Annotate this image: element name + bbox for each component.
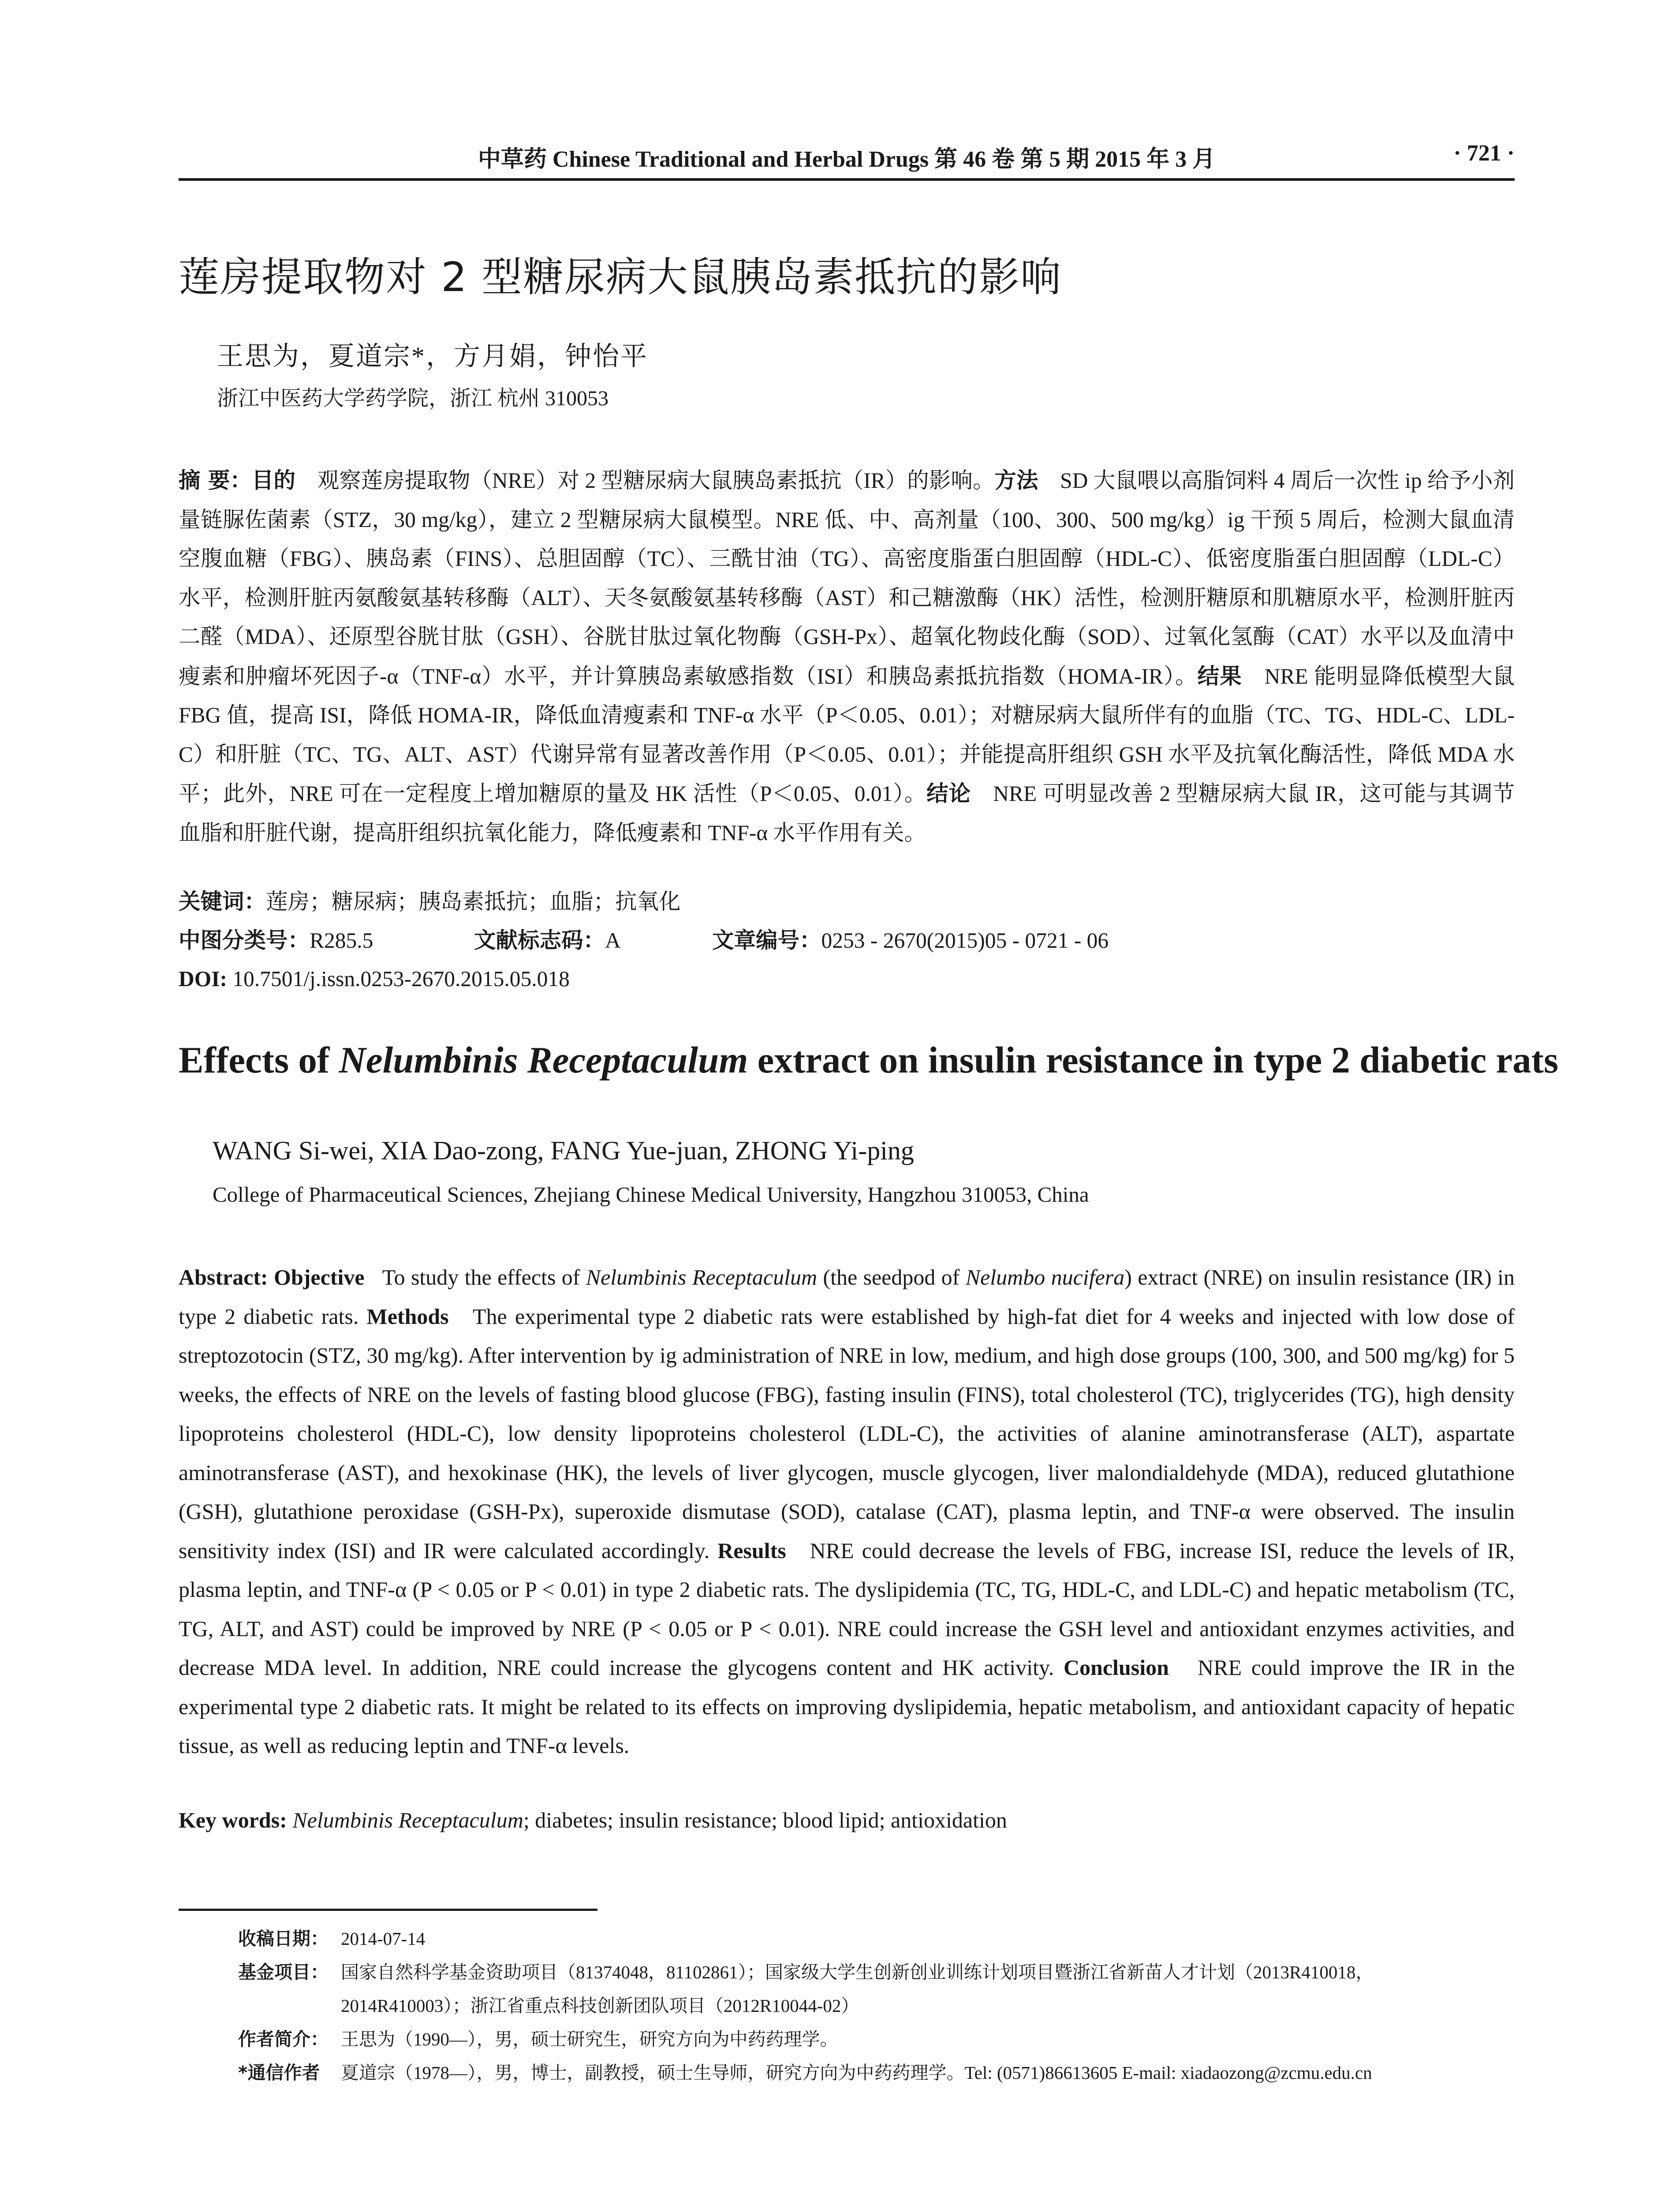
header-rule [179,178,1515,181]
fund-line-1: 国家自然科学基金资助项目（81374048，81102861）；国家级大学生创新创业训练计划项目暨浙江省新苗人才计划（2013R410018， [341,1962,1374,1982]
doi-label: DOI: [179,967,227,991]
footnotes [179,1922,1515,2089]
en-title-post: extract on insulin resistance in type 2 diabetic rats [748,1039,1559,1081]
clc-label: 中图分类号： [179,927,310,953]
en-authors: WANG Si-wei, XIA Dao-zong, FANG Yue-juan, ZHONG Yi-ping [213,1136,914,1165]
en-objective-a: To study the effects of [382,1265,586,1289]
received-value: 2014-07-14 [341,1928,426,1949]
journal-header-text: 中草药 Chinese Traditional and Herbal Drugs 第 46 卷 第 5 期 2015 年 3 月 [478,147,1216,172]
clc-value: R285.5 [310,928,373,953]
cn-abstract-label: 摘 要： [179,467,252,493]
en-keywords-italic: Nelumbinis Receptaculum [292,1808,523,1832]
cn-abstract [179,461,1515,852]
running-header [179,140,1515,180]
doi-value: 10.7501/j.issn.0253-2670.2015.05.018 [232,967,570,991]
en-title [179,1039,1559,1082]
en-abstract [179,1258,1515,1765]
cn-methods-label: 方法 [994,467,1038,493]
cn-methods-text: SD 大鼠喂以高脂饲料 4 周后一次性 ip 给予小剂量链脲佐菌素（STZ，30 mg/kg），建立 2 型糖尿病大鼠模型。NRE 低、中、高剂量（100、300、500 mg/kg）ig 干预 5 周后，检测大鼠血清空腹血糖（FBG）、胰岛素（FINS）、总胆固醇（TC）、三酰甘油（TG）、高密度脂蛋白胆固醇（HDL-C）、低密度脂蛋白胆固醇（LDL-C）水平，检测肝脏丙氨酸氨基转移酶（ALT）、天冬氨酸氨基转移酶（AST）和己糖激酶（HK）活性，检测肝糖原和肌糖原水平，检测肝脏丙二醛（MDA）、还原型谷胱甘肽（GSH）、谷胱甘肽过氧化物酶（GSH-Px）、超氧化物歧化酶（SOD）、过氧化氢酶（CAT）水平以及血清中瘦素和肿瘤坏死因子-α（TNF-α）水平，并计算胰岛素敏感指数（ISI）和胰岛素抵抗指数（HOMA-IR）。 [179,468,1515,688]
cn-objective-text: 观察莲房提取物（NRE）对 2 型糖尿病大鼠胰岛素抵抗（IR）的影响。 [317,468,995,493]
en-keywords-label: Key words: [179,1808,287,1832]
received-label: 收稿日期： [238,1928,329,1949]
cn-authors: 王思为，夏道宗*，方月娟，钟怡平 [217,342,648,371]
doi [179,960,1515,999]
fund-label: 基金项目： [238,1962,329,1983]
en-methods-text: The experimental type 2 diabetic rats were established by high-fat diet for 4 weeks and injected with low dose of streptozotocin (STZ, 30 mg/kg). After intervention by ig administration of NRE in low, medium, and high dose groups (100, 300, and 500 mg/kg) for 5 weeks, the effects of NRE on the levels of fasting blood glucose (FBG), fasting insulin (FINS), total cholesterol (TC), triglycerides (TG), high density lipoproteins cholesterol (HDL-C), low density lipoproteins cholesterol (LDL-C), the activities of alanine aminotransferase (ALT), aspartate aminotransferase (AST), and hexokinase (HK), the levels of liver glycogen, muscle glycogen, liver malondialdehyde (MDA), reduced glutathione (GSH), glutathione peroxidase (GSH-Px), superoxide dismutase (SOD), catalase (CAT), plasma leptin, and TNF-α were observed. The insulin sensitivity index (ISI) and IR were calculated accordingly. [179,1304,1515,1563]
cn-conclusion-label: 结论 [926,781,971,806]
en-conclusion-label: Conclusion [1063,1655,1169,1680]
corresponding-value: 夏道宗（1978—），男，博士，副教授，硕士生导师，研究方向为中药药理学。Tel: (0571)86613605 E-mail: xiadaozong@zcmu.edu.cn [341,2063,1372,2083]
cn-title: 莲房提取物对 2 型糖尿病大鼠胰岛素抵抗的影响 [179,254,1062,301]
en-affiliation: College of Pharmaceutical Sciences, Zhejiang Chinese Medical University, Hangzhou 310053, China [213,1182,1089,1207]
footnote-fund [179,1955,1515,1989]
en-title-pre: Effects of [179,1039,339,1081]
cn-keywords-text: 莲房；糖尿病；胰岛素抵抗；血脂；抗氧化 [266,889,681,914]
en-title-italic: Nelumbinis Receptaculum [339,1039,748,1081]
en-objective-c: ) extract (NRE) on insulin resistance (IR) in type 2 diabetic rats. [179,1265,1515,1329]
fund-line-2: 2014R410003）；浙江省重点科技创新团队项目（2012R10044-02） [341,1996,859,2016]
en-conclusion-text: NRE could improve the IR in the experimental type 2 diabetic rats. It might be related to its effects on improving dyslipidemia, hepatic metabolism, and antioxidant capacity of hepatic tissue, as well as reducing leptin and TNF-α levels. [179,1655,1515,1758]
en-abstract-label: Abstract: Objective [179,1265,365,1289]
corresponding-label: *通信作者 [238,2062,320,2083]
footnote-corresponding [179,2056,1515,2089]
en-keywords [179,1801,1515,1840]
cn-classification [179,921,1515,960]
footnote-rule [179,1909,597,1911]
en-methods-label: Methods [366,1304,449,1329]
footnote-received [179,1922,1515,1955]
footnote-author [179,2022,1515,2056]
article-number-label: 文章编号： [712,927,821,953]
doccode-label: 文献标志码： [474,927,605,953]
page-number: · 721 · [1453,141,1515,166]
article-number-value: 0253 - 2670(2015)05 - 0721 - 06 [821,928,1109,953]
author-bio-label: 作者简介： [238,2029,329,2050]
en-results-text: NRE could decrease the levels of FBG, increase ISI, reduce the levels of IR, plasma leptin, and TNF-α (P < 0.05 or P < 0.01) in type 2 diabetic rats. The dyslipidemia (TC, TG, HDL-C, and LDL-C) and hepatic metabolism (TC, TG, ALT, and AST) could be improved by NRE (P < 0.05 or P < 0.01). NRE could increase the GSH level and antioxidant enzymes activities, and decrease MDA level. In addition, NRE could increase the glycogens content and HK activity. [179,1538,1515,1680]
en-results-label: Results [717,1538,786,1563]
cn-objective-label: 目的 [251,467,296,493]
en-objective-b: (the seedpod of [817,1265,966,1289]
cn-keywords [179,882,1515,922]
cn-conclusion-text: NRE 可明显改善 2 型糖尿病大鼠 IR，这可能与其调节血脂和肝脏代谢，提高肝组织抗氧化能力，降低瘦素和 TNF-α 水平作用有关。 [179,781,1515,845]
cn-keywords-label: 关键词： [179,889,266,914]
author-bio-value: 王思为（1990—），男，硕士研究生，研究方向为中药药理学。 [341,2029,838,2049]
cn-affiliation: 浙江中医药大学药学院，浙江 杭州 310053 [217,387,609,410]
doccode-value: A [605,928,621,953]
en-objective-italic-2: Nelumbo nucifera [965,1265,1125,1289]
en-objective-italic-1: Nelumbinis Receptaculum [586,1265,818,1289]
en-keywords-text: ; diabetes; insulin resistance; blood lipid; antioxidation [523,1808,1007,1832]
cn-results-text: NRE 能明显降低模型大鼠 FBG 值，提高 ISI，降低 HOMA-IR，降低血清瘦素和 TNF-α 水平（P＜0.05、0.01）；对糖尿病大鼠所伴有的血脂（TC、TG、HDL-C、LDL-C）和肝脏（TC、TG、ALT、AST）代谢异常有显著改善作用（P＜0.05、0.01）；并能提高肝组织 GSH 水平及抗氧化酶活性，降低 MDA 水平；此外，NRE 可在一定程度上增加糖原的量及 HK 活性（P＜0.05、0.01）。 [179,664,1515,806]
cn-results-label: 结果 [1197,663,1242,689]
